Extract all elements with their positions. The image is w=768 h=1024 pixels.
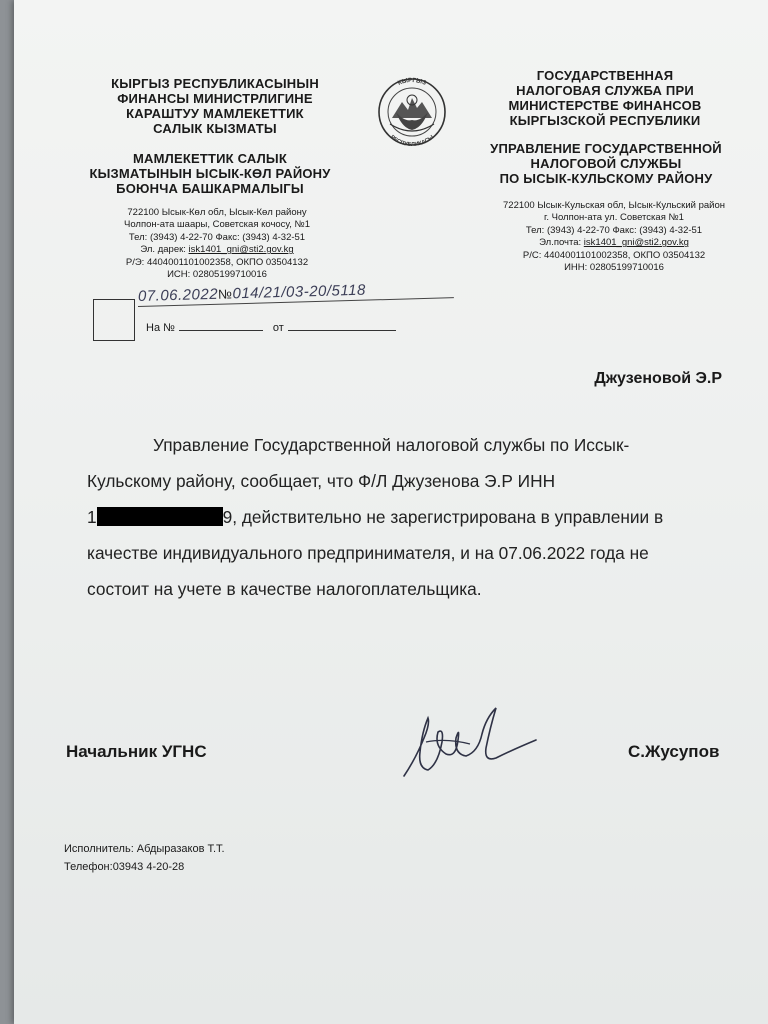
header-right-address: г. Чолпон-ата ул. Советская №1 [544,212,684,224]
header-right-org [480,68,730,128]
body-line-rest: , действительно не зарегистрирована в управлении в [232,507,664,527]
header-left-address: Чолпон-ата шаары, Советская кочосу, №1 [124,219,310,231]
header-left-org-line: КАРАШТУУ МАМЛЕКЕТТИК [126,106,304,121]
header-right-inn: ИНН: 02805199710016 [564,262,664,274]
header-left-email: isk1401_gni@sti2.gov.kg [188,244,294,256]
header-left-org-line: САЛЫК КЫЗМАТЫ [153,121,277,136]
handwritten-number: 014/21/03-20/5118 [232,281,367,303]
ot-date-blank [288,330,396,331]
header-right-dept-line: НАЛОГОВОЙ СЛУЖБЫ [530,156,682,171]
header-left-email-label: Эл. дарек: [140,244,189,256]
header-left-org [70,76,360,136]
header-left-dept-line: БОЮНЧА БАШКАРМАЛЫГЫ [116,181,304,196]
header-right-org-line: НАЛОГОВАЯ СЛУЖБА ПРИ [516,83,694,98]
handwritten-signature-icon [386,698,546,786]
executor-phone: Телефон:03943 4-20-28 [64,861,185,873]
header-right-contacts [484,200,744,274]
body-line: Кульскому району, сообщает, что Ф/Л Джузенова Э.Р ИНН [87,471,556,491]
header-right-dept-line: ПО ЫСЫК-КУЛЬСКОМУ РАЙОНУ [499,171,713,186]
header-left-contacts [92,207,342,281]
ot-label: от [272,322,284,334]
letter-page [14,0,768,1024]
header-right-phone: Тел: (3943) 4-22-70 Факс: (3943) 4-32-51 [525,224,703,236]
signer-title: Начальник УГНС [66,742,207,761]
header-left-phone: Тел: (3943) 4-22-70 Факс: (3943) 4-32-51 [128,231,306,243]
header-right-email-row [484,237,744,249]
inn-end: 9 [222,507,233,527]
header-right-org-line: МИНИСТЕРСТВЕ ФИНАНСОВ [508,98,702,113]
header-left-inn: ИСН: 02805199710016 [167,269,267,281]
number-sign: № [217,286,233,302]
body-line: качестве индивидуального предпринимателя, и на 07.06.2022 года не [87,543,649,563]
footer [64,840,225,876]
header-left-org-line: ФИНАНСЫ МИНИСТРЛИГИНЕ [117,91,313,106]
incoming-reference [146,322,396,334]
executor: Исполнитель: Абдыразаков Т.Т. [64,843,225,855]
inn-start: 1 [87,507,97,527]
redacted-inn [97,507,223,526]
header-right-email: isk1401_gni@sti2.gov.kg [583,237,689,249]
header-right-dept [466,141,746,186]
header-left-dept-line: МАМЛЕКЕТТИК САЛЫК [132,151,287,166]
kyrgyz-emblem-icon [370,72,454,148]
signer-name: С.Жусупов [628,742,720,761]
addressee: Джузеновой Э.Р [594,370,722,387]
header-right-address: 722100 Ысык-Кульская обл, Ысык-Кульский район [503,200,725,211]
header-right-org-line: ГОСУДАРСТВЕННАЯ [536,68,674,83]
emblem-top-text: КЫРГЫЗ [396,76,428,87]
header-left-dept [60,151,360,196]
header-left-account: Р/Э: 4404001101002358, ОКПО 03504132 [125,256,309,268]
corner-box [93,299,135,341]
header-left-dept-line: КЫЗМАТЫНЫН ЫСЫК-КӨЛ РАЙОНУ [89,166,331,181]
handwritten-date: 07.06.2022 [137,285,219,305]
header-left-org-line: КЫРГЫЗ РЕСПУБЛИКАСЫНЫН [111,76,319,91]
svg-text:КЫРГЫЗ [397,77,428,87]
header-right-account: Р/С: 4404001101002358, ОКПО 03504132 [522,249,706,261]
body-line: Управление Государственной налоговой службы по Иссык- [153,435,630,455]
body-line-inn [87,499,741,535]
header-left-address: 722100 Ысык-Көл обл, Ысык-Көл району [127,207,307,218]
emblem-bottom-text: РЕСПУБЛИКАСЫ [388,134,436,148]
letter-body [87,427,741,607]
header-left-email-row [92,244,342,256]
header-right-email-label: Эл.почта: [539,237,584,249]
na-label: На № [146,322,175,334]
header-right-org-line: КЫРГЫЗСКОЙ РЕСПУБЛИКИ [509,113,701,128]
body-line: состоит на учете в качестве налогоплательщика. [87,579,482,599]
header-right-dept-line: УПРАВЛЕНИЕ ГОСУДАРСТВЕННОЙ [490,141,722,156]
na-number-blank [179,330,263,331]
